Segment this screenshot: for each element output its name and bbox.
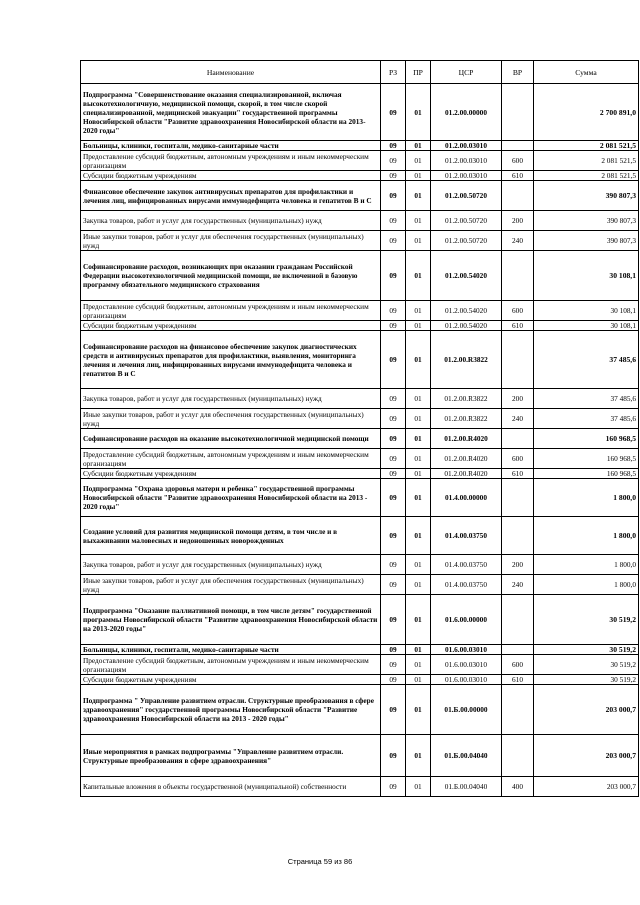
cell-csr: 01.2.00.R4020 [431, 429, 502, 449]
cell-vr: 200 [502, 211, 534, 231]
cell-name: Создание условий для развития медицинской помощи детям, в том числе и в выхаживании маловесных и недоношенных новорожденных [81, 517, 381, 555]
cell-rz: 09 [381, 301, 406, 321]
cell-sum: 30 519,2 [534, 595, 639, 645]
cell-vr: 610 [502, 469, 534, 479]
cell-rz: 09 [381, 181, 406, 211]
cell-rz: 09 [381, 151, 406, 171]
header-name: Наименование [81, 61, 381, 84]
cell-rz: 09 [381, 231, 406, 251]
cell-vr: 240 [502, 575, 534, 595]
cell-sum: 1 800,0 [534, 575, 639, 595]
cell-name: Иные закупки товаров, работ и услуг для обеспечения государственных (муниципальных) нужд [81, 409, 381, 429]
cell-rz: 09 [381, 469, 406, 479]
cell-name: Капитальные вложения в объекты государственной (муниципальной) собственности [81, 777, 381, 797]
cell-vr: 600 [502, 655, 534, 675]
table-row [81, 331, 639, 389]
page-footer: Страница 59 из 86 [287, 857, 353, 866]
cell-name: Больницы, клиники, госпитали, медико-санитарные части [81, 141, 381, 151]
cell-pr: 01 [406, 645, 431, 655]
cell-vr: 400 [502, 777, 534, 797]
cell-vr: 610 [502, 321, 534, 331]
cell-name: Финансовое обеспечение закупок антивирусных препаратов для профилактики и лечения лиц, инфицированных вирусами иммунодефицита человека и гепатитов В и С [81, 181, 381, 211]
cell-csr: 01.2.00.54020 [431, 321, 502, 331]
cell-pr: 01 [406, 777, 431, 797]
cell-name: Иные мероприятия в рамках подпрограммы "Управление развитием отрасли. Структурные преобразования в сфере здравоохранения" [81, 735, 381, 777]
cell-sum: 203 000,7 [534, 735, 639, 777]
table-row [81, 301, 639, 321]
cell-pr: 01 [406, 555, 431, 575]
cell-pr: 01 [406, 517, 431, 555]
cell-sum: 37 485,6 [534, 409, 639, 429]
cell-rz: 09 [381, 735, 406, 777]
cell-name: Субсидии бюджетным учреждениям [81, 321, 381, 331]
cell-vr [502, 595, 534, 645]
cell-sum: 160 968,5 [534, 429, 639, 449]
cell-pr: 01 [406, 251, 431, 301]
cell-csr: 01.2.00.00000 [431, 84, 502, 141]
table-row [81, 429, 639, 449]
cell-rz: 09 [381, 575, 406, 595]
table-row [81, 151, 639, 171]
cell-rz: 09 [381, 517, 406, 555]
cell-csr: 01.2.00.03010 [431, 141, 502, 151]
cell-rz: 09 [381, 389, 406, 409]
cell-pr: 01 [406, 449, 431, 469]
cell-name: Предоставление субсидий бюджетным, автономным учреждениям и иным некоммерческим организациям [81, 655, 381, 675]
cell-vr [502, 141, 534, 151]
table-row [81, 389, 639, 409]
cell-vr: 610 [502, 675, 534, 685]
cell-name: Иные закупки товаров, работ и услуг для обеспечения государственных (муниципальных) нужд [81, 575, 381, 595]
cell-csr: 01.2.00.50720 [431, 211, 502, 231]
cell-name: Предоставление субсидий бюджетным, автономным учреждениям и иным некоммерческим организациям [81, 151, 381, 171]
table-body [81, 84, 639, 797]
cell-rz: 09 [381, 141, 406, 151]
table-row [81, 141, 639, 151]
table-row [81, 449, 639, 469]
cell-pr: 01 [406, 181, 431, 211]
cell-csr: 01.2.00.R4020 [431, 449, 502, 469]
table-row [81, 321, 639, 331]
cell-pr: 01 [406, 141, 431, 151]
cell-vr: 600 [502, 151, 534, 171]
cell-sum: 1 800,0 [534, 517, 639, 555]
cell-sum: 160 968,5 [534, 449, 639, 469]
budget-table [80, 60, 639, 797]
cell-name: Подпрограмма "Охрана здоровья матери и ребенка" государственной программы Новосибирской области "Развитие здравоохранения Новосибирской области на 2013 - 2020 годы" [81, 479, 381, 517]
cell-csr: 01.4.00.03750 [431, 575, 502, 595]
cell-sum: 30 108,1 [534, 301, 639, 321]
cell-sum: 203 000,7 [534, 777, 639, 797]
cell-csr: 01.6.00.03010 [431, 655, 502, 675]
cell-rz: 09 [381, 409, 406, 429]
cell-csr: 01.2.00.03010 [431, 171, 502, 181]
cell-rz: 09 [381, 321, 406, 331]
cell-pr: 01 [406, 389, 431, 409]
cell-pr: 01 [406, 469, 431, 479]
cell-rz: 09 [381, 655, 406, 675]
table-row [81, 479, 639, 517]
cell-csr: 01.4.00.00000 [431, 479, 502, 517]
cell-sum: 2 081 521,5 [534, 141, 639, 151]
cell-csr: 01.2.00.R3822 [431, 409, 502, 429]
cell-pr: 01 [406, 685, 431, 735]
table-row [81, 685, 639, 735]
cell-pr: 01 [406, 409, 431, 429]
cell-csr: 01.2.00.54020 [431, 251, 502, 301]
cell-rz: 09 [381, 645, 406, 655]
cell-rz: 09 [381, 685, 406, 735]
table-row [81, 555, 639, 575]
cell-pr: 01 [406, 575, 431, 595]
cell-pr: 01 [406, 231, 431, 251]
cell-sum: 30 519,2 [534, 675, 639, 685]
table-row [81, 231, 639, 251]
cell-rz: 09 [381, 429, 406, 449]
cell-rz: 09 [381, 555, 406, 575]
header-csr: ЦСР [431, 61, 502, 84]
cell-vr [502, 84, 534, 141]
cell-vr [502, 331, 534, 389]
table-row [81, 181, 639, 211]
cell-name: Субсидии бюджетным учреждениям [81, 171, 381, 181]
cell-rz: 09 [381, 777, 406, 797]
cell-csr: 01.Б.00.04040 [431, 735, 502, 777]
cell-pr: 01 [406, 675, 431, 685]
cell-csr: 01.Б.00.00000 [431, 685, 502, 735]
cell-vr [502, 181, 534, 211]
cell-csr: 01.2.00.R3822 [431, 389, 502, 409]
cell-rz: 09 [381, 595, 406, 645]
cell-sum: 30 108,1 [534, 321, 639, 331]
cell-pr: 01 [406, 321, 431, 331]
cell-csr: 01.Б.00.04040 [431, 777, 502, 797]
table-row [81, 251, 639, 301]
cell-vr: 240 [502, 409, 534, 429]
table-row [81, 211, 639, 231]
cell-rz: 09 [381, 479, 406, 517]
cell-sum: 37 485,6 [534, 331, 639, 389]
cell-sum: 2 700 891,0 [534, 84, 639, 141]
cell-pr: 01 [406, 301, 431, 321]
cell-sum: 1 800,0 [534, 555, 639, 575]
cell-pr: 01 [406, 151, 431, 171]
cell-name: Больницы, клиники, госпитали, медико-санитарные части [81, 645, 381, 655]
cell-sum: 30 519,2 [534, 655, 639, 675]
header-pr: ПР [406, 61, 431, 84]
table-row [81, 409, 639, 429]
cell-rz: 09 [381, 251, 406, 301]
header-sum: Сумма [534, 61, 639, 84]
cell-name: Субсидии бюджетным учреждениям [81, 469, 381, 479]
cell-csr: 01.6.00.03010 [431, 675, 502, 685]
cell-csr: 01.6.00.03010 [431, 645, 502, 655]
cell-csr: 01.2.00.03010 [431, 151, 502, 171]
table-row [81, 84, 639, 141]
cell-sum: 160 968,5 [534, 469, 639, 479]
cell-csr: 01.2.00.R3822 [431, 331, 502, 389]
cell-name: Закупка товаров, работ и услуг для государственных (муниципальных) нужд [81, 211, 381, 231]
cell-vr [502, 645, 534, 655]
cell-vr [502, 479, 534, 517]
cell-vr [502, 685, 534, 735]
cell-vr [502, 517, 534, 555]
cell-sum: 2 081 521,5 [534, 171, 639, 181]
cell-pr: 01 [406, 211, 431, 231]
cell-name: Предоставление субсидий бюджетным, автономным учреждениям и иным некоммерческим организациям [81, 449, 381, 469]
cell-sum: 30 519,2 [534, 645, 639, 655]
cell-sum: 390 807,3 [534, 231, 639, 251]
cell-rz: 09 [381, 331, 406, 389]
cell-name: Подпрограмма "Оказание паллиативной помощи, в том числе детям" государственной программы Новосибирской области "Развитие здравоохранения Новосибирской области на 2013-2020 годы" [81, 595, 381, 645]
cell-vr [502, 735, 534, 777]
cell-sum: 203 000,7 [534, 685, 639, 735]
cell-vr [502, 429, 534, 449]
table-row [81, 645, 639, 655]
cell-name: Закупка товаров, работ и услуг для государственных (муниципальных) нужд [81, 389, 381, 409]
cell-sum: 390 807,3 [534, 211, 639, 231]
cell-pr: 01 [406, 84, 431, 141]
cell-vr: 610 [502, 171, 534, 181]
header-vr: ВР [502, 61, 534, 84]
cell-csr: 01.2.00.R4020 [431, 469, 502, 479]
cell-csr: 01.4.00.03750 [431, 517, 502, 555]
cell-vr [502, 251, 534, 301]
cell-name: Подпрограмма "Совершенствование оказания специализированной, включая высокотехнологичную, медицинской помощи, скорой, в том числе скорой специализированной, медицинской эвакуации" государственной программы Новосибирской области "Развитие здравоохранения Новосибирской области на 2013-2020 годы" [81, 84, 381, 141]
table-header-row [81, 61, 639, 84]
table-row [81, 171, 639, 181]
cell-name: Подпрограмма " Управление развитием отрасли. Структурные преобразования в сфере здравоохранения" государственной программы Новосибирской области "Развитие здравоохранения Новосибирской области на 2013 - 2020 годы" [81, 685, 381, 735]
cell-sum: 37 485,6 [534, 389, 639, 409]
cell-csr: 01.2.00.50720 [431, 231, 502, 251]
cell-pr: 01 [406, 479, 431, 517]
cell-name: Закупка товаров, работ и услуг для государственных (муниципальных) нужд [81, 555, 381, 575]
cell-sum: 390 807,3 [534, 181, 639, 211]
header-rz: РЗ [381, 61, 406, 84]
table-row [81, 655, 639, 675]
table-row [81, 777, 639, 797]
cell-pr: 01 [406, 735, 431, 777]
cell-vr: 200 [502, 389, 534, 409]
cell-rz: 09 [381, 171, 406, 181]
cell-name: Субсидии бюджетным учреждениям [81, 675, 381, 685]
cell-vr: 240 [502, 231, 534, 251]
cell-csr: 01.2.00.54020 [431, 301, 502, 321]
cell-pr: 01 [406, 655, 431, 675]
cell-rz: 09 [381, 84, 406, 141]
cell-rz: 09 [381, 449, 406, 469]
cell-vr: 200 [502, 555, 534, 575]
cell-pr: 01 [406, 171, 431, 181]
table-row [81, 575, 639, 595]
cell-sum: 30 108,1 [534, 251, 639, 301]
cell-vr: 600 [502, 301, 534, 321]
table-row [81, 517, 639, 555]
cell-name: Софинансирование расходов на оказание высокотехнологичной медицинской помощи [81, 429, 381, 449]
cell-rz: 09 [381, 211, 406, 231]
cell-vr: 600 [502, 449, 534, 469]
table-row [81, 675, 639, 685]
cell-csr: 01.6.00.00000 [431, 595, 502, 645]
cell-csr: 01.2.00.50720 [431, 181, 502, 211]
cell-name: Софинансирование расходов, возникающих при оказании гражданам Российской Федерации высокотехнологичной медицинской помощи, не включенной в базовую программу обязательного медицинского страхования [81, 251, 381, 301]
cell-name: Софинансирование расходов на финансовое обеспечение закупок диагностических средств и антивирусных препаратов для профилактики, выявления, мониторинга лечения и лечения лиц, инфицированных вирусами иммунодефицита человека и гепатитов В и С [81, 331, 381, 389]
cell-rz: 09 [381, 675, 406, 685]
cell-name: Иные закупки товаров, работ и услуг для обеспечения государственных (муниципальных) нужд [81, 231, 381, 251]
table-row [81, 735, 639, 777]
cell-name: Предоставление субсидий бюджетным, автономным учреждениям и иным некоммерческим организациям [81, 301, 381, 321]
table-row [81, 469, 639, 479]
cell-pr: 01 [406, 331, 431, 389]
cell-pr: 01 [406, 595, 431, 645]
cell-sum: 2 081 521,5 [534, 151, 639, 171]
table-row [81, 595, 639, 645]
cell-pr: 01 [406, 429, 431, 449]
cell-csr: 01.4.00.03750 [431, 555, 502, 575]
cell-sum: 1 800,0 [534, 479, 639, 517]
